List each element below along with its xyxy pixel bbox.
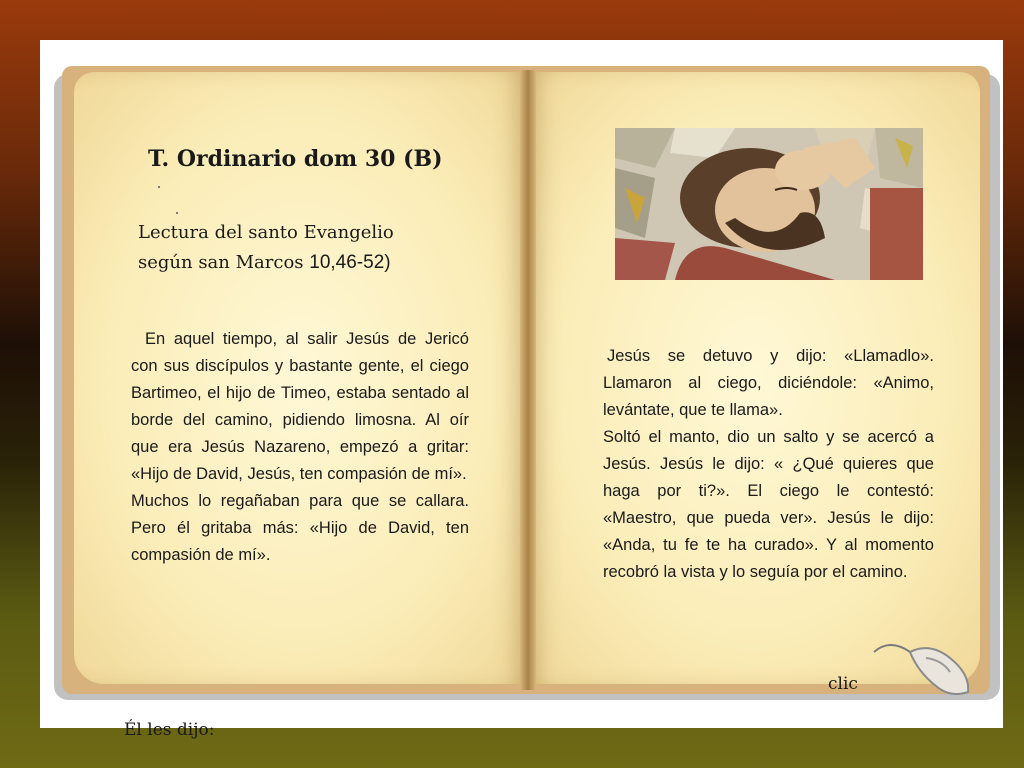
decor-dot bbox=[176, 212, 178, 214]
decor-dot bbox=[158, 186, 160, 188]
subtitle-line1: Lectura del santo Evangelio bbox=[138, 222, 394, 243]
page-title: T. Ordinario dom 30 (B) bbox=[148, 146, 443, 172]
subtitle-line2 bbox=[138, 248, 478, 278]
left-page-text bbox=[131, 326, 469, 569]
left-paragraph-1: En aquel tiempo, al salir Jesús de Jericó con sus discípulos y bastante gente, el ciego Bartimeo, el hijo de Timeo, estaba sentado al borde del camino, pidiendo limosna. Al oír que era Jesús Nazareno, empezó a gritar: «Hijo de David, Jesús, ten compasión de mí». bbox=[131, 330, 469, 483]
hidden-footer-text: Él les dijo: bbox=[124, 720, 215, 740]
mosaic-image-icon bbox=[615, 128, 923, 280]
right-paragraph-1: Jesús se detuvo y dijo: «Llamadlo». Llamaron al ciego, diciéndole: «Animo, levántate, que te llama». bbox=[603, 347, 934, 419]
subtitle-line2-text: según san Marcos bbox=[138, 252, 310, 273]
right-page-text bbox=[603, 343, 934, 586]
scripture-reference: 10,46-52) bbox=[309, 252, 391, 273]
mouse-icon[interactable] bbox=[870, 638, 978, 698]
clic-button[interactable]: clic bbox=[828, 674, 858, 694]
reading-subtitle bbox=[138, 218, 478, 278]
left-paragraph-2: Muchos lo regañaban para que se callara. Pero él gritaba más: «Hijo de David, ten compasión de mí». bbox=[131, 492, 469, 564]
right-paragraph-2: Soltó el manto, dio un salto y se acercó a Jesús. Jesús le dijo: « ¿Qué quieres que haga por ti?». El ciego le contestó: «Maestro, que pueda ver». Jesús le dijo: «Anda, tu fe te ha curado». Y al momento recobró la vista y lo seguía por el camino. bbox=[603, 428, 934, 581]
book-spine bbox=[520, 70, 536, 690]
